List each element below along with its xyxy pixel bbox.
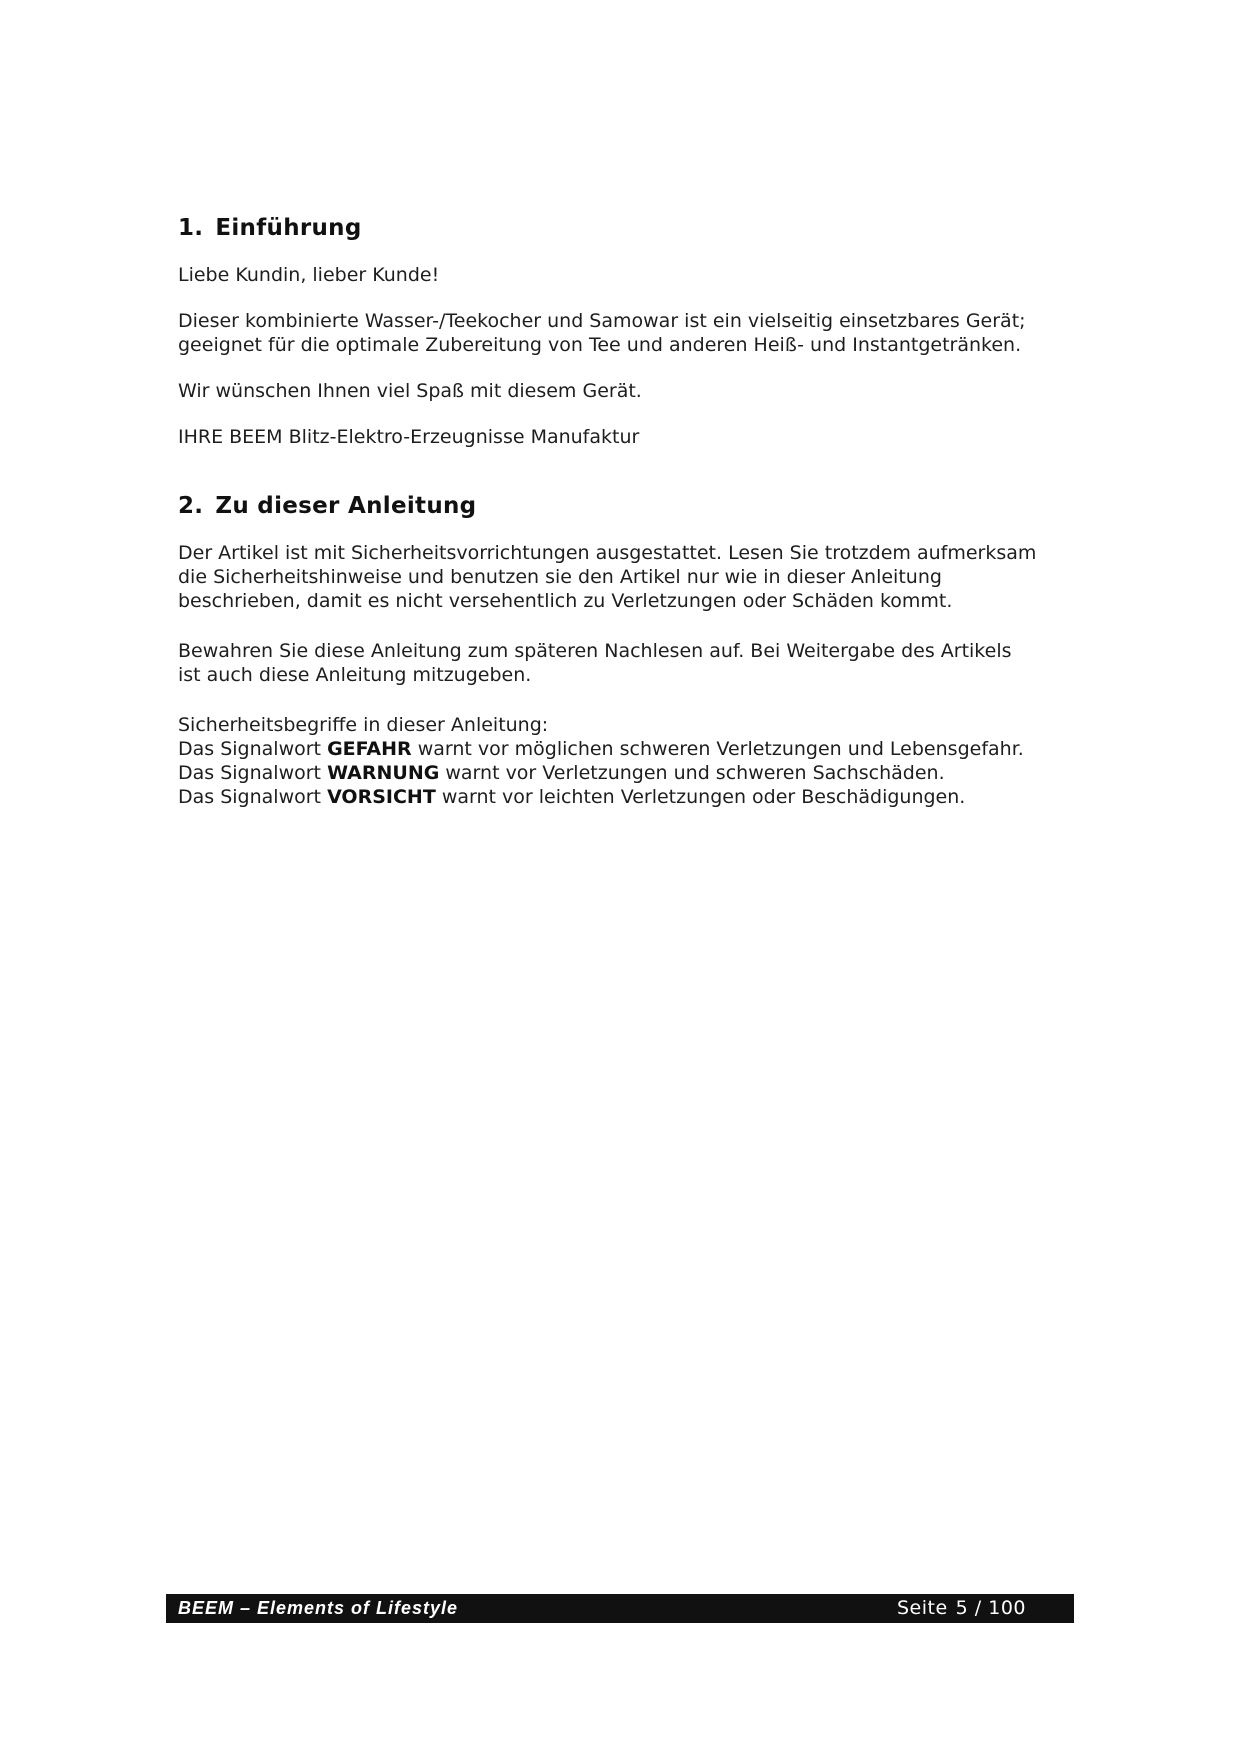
signal-word-line-vorsicht: [178, 785, 1078, 809]
signal-suffix: warnt vor Verletzungen und schweren Sachschäden.: [445, 762, 945, 784]
guide-paragraph-safety: [178, 541, 1078, 613]
intro-signature: IHRE BEEM Blitz-Elektro-Erzeugnisse Manufaktur: [178, 426, 640, 448]
signal-prefix: Das Signalwort: [178, 786, 322, 808]
page-number: [897, 1594, 1026, 1623]
text-line: beschrieben, damit es nicht versehentlich zu Verletzungen oder Schäden kommt.: [178, 590, 953, 612]
page-content: [178, 215, 1078, 809]
text-line: geeignet für die optimale Zubereitung von Tee und anderen Heiß- und Instantgetränken.: [178, 334, 1022, 356]
signal-suffix: warnt vor möglichen schweren Verletzungen und Lebensgefahr.: [417, 738, 1024, 760]
signal-prefix: Das Signalwort: [178, 738, 322, 760]
intro-wish: Wir wünschen Ihnen viel Spaß mit diesem Gerät.: [178, 380, 642, 402]
section-heading-guide: [178, 493, 1078, 519]
signal-word: VORSICHT: [327, 786, 436, 808]
safety-terms-intro: Sicherheitsbegriffe in dieser Anleitung:: [178, 714, 549, 736]
signal-suffix: warnt vor leichten Verletzungen oder Beschädigungen.: [441, 786, 966, 808]
signal-prefix: Das Signalwort: [178, 762, 322, 784]
section-number: 1.: [178, 215, 204, 241]
signal-word: WARNUNG: [327, 762, 440, 784]
signal-word-line-gefahr: [178, 737, 1078, 761]
text-line: Der Artikel ist mit Sicherheitsvorrichtungen ausgestattet. Lesen Sie trotzdem aufmerksam: [178, 542, 1037, 564]
page-value: 5 / 100: [955, 1597, 1026, 1619]
text-line: ist auch diese Anleitung mitzugeben.: [178, 664, 532, 686]
text-line: Dieser kombinierte Wasser-/Teekocher und Samowar ist ein vielseitig einsetzbares Gerät;: [178, 310, 1026, 332]
section-number: 2.: [178, 493, 204, 519]
text-line: Bewahren Sie diese Anleitung zum späteren Nachlesen auf. Bei Weitergabe des Artikels: [178, 640, 1012, 662]
greeting: Liebe Kundin, lieber Kunde!: [178, 264, 440, 286]
text-line: die Sicherheitshinweise und benutzen sie den Artikel nur wie in dieser Anleitung: [178, 566, 942, 588]
section-heading-introduction: [178, 215, 1078, 241]
footer-brand: BEEM – Elements of Lifestyle: [178, 1598, 459, 1618]
guide-paragraph-keep: [178, 639, 1078, 687]
safety-terms: [178, 713, 1078, 809]
page-footer: [166, 1594, 1074, 1623]
signal-word-line-warnung: [178, 761, 1078, 785]
intro-description: [178, 309, 1078, 357]
section-title: Zu dieser Anleitung: [215, 493, 477, 519]
section-title: Einführung: [215, 215, 362, 241]
page-label: Seite: [896, 1597, 948, 1619]
signal-word: GEFAHR: [327, 738, 412, 760]
